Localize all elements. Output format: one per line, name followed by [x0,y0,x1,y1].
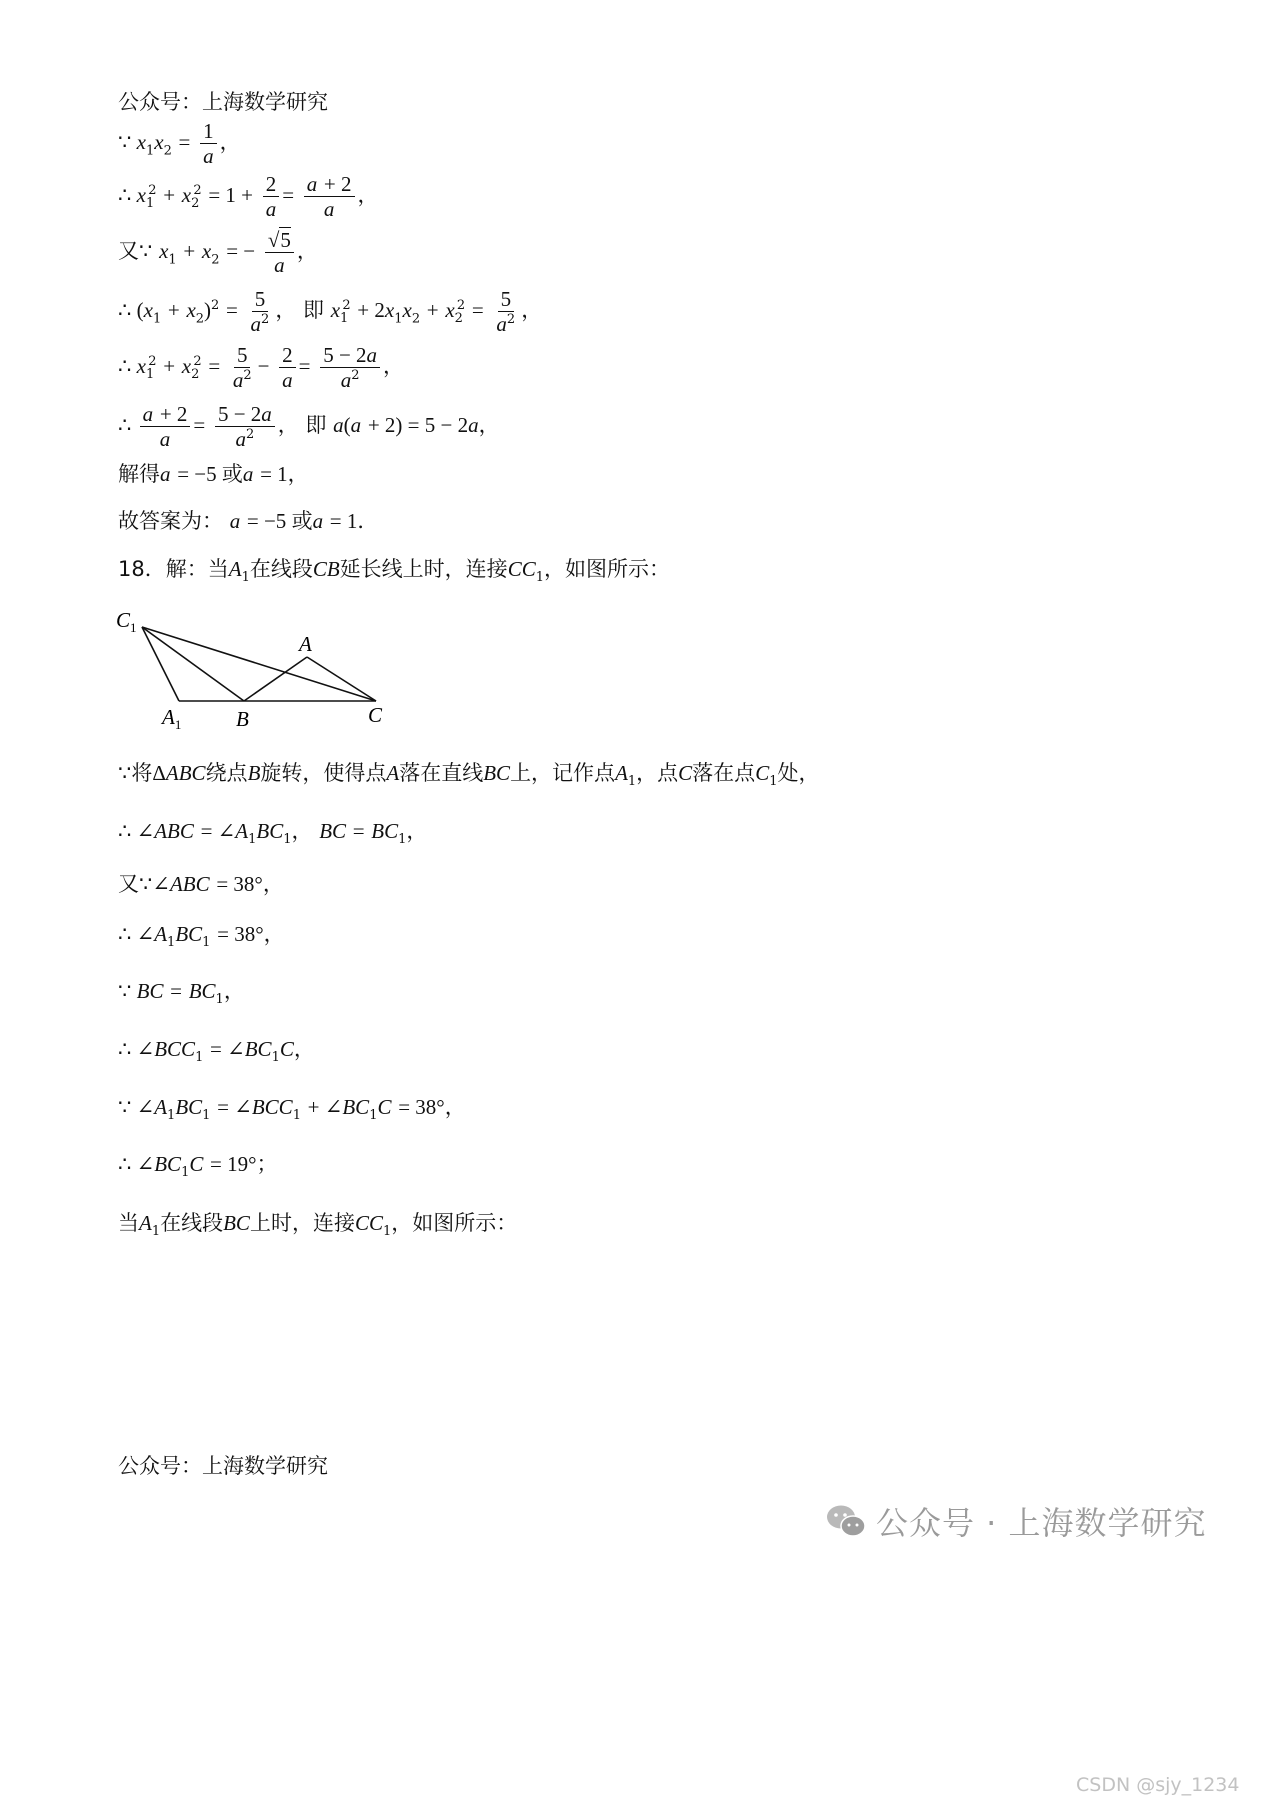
label-a: A [299,632,312,656]
header-note: 公众号：上海数学研究 [118,90,328,114]
solution-line: 解得a = −5 或a = 1， [118,462,309,486]
watermark-brand [826,1498,1207,1544]
segment-a-c [307,657,376,701]
step-bc-equal: ∵ BC = $BC_1$， [118,979,245,1008]
segment-b-a [244,657,307,701]
case2-intro: 当$A_1$在线段BC上时，连接$CC_1$，如图所示： [118,1211,518,1240]
rotation-statement: ∵将ΔABC绕点B旋转，使得点A落在直线BC上，记作点$A_1$，点C落在点$C_1$处， [118,761,820,790]
wechat-icon [826,1504,866,1538]
equation-combined: ∴ $\frac{a + 2}{a}$ = $\frac{5 - 2a}{a^2}$ ， 即 a(a + 2) = 5 − 2a， [118,402,500,452]
equation-sum-roots: 又∵ $x_1 + x_2$ = − $\frac{√5}{a}$ ， [118,228,318,278]
q18-intro: 18．解：当$A_1$在线段CB延长线上时，连接$CC_1$，如图所示： [118,557,670,586]
label-b: B [236,707,249,731]
footer-note: 公众号：上海数学研究 [118,1454,328,1478]
equation-sum-squares-1: ∴ $x_1^2 + x_2^2 = 1$ + $\frac{2}{a}$ = $\frac{a + 2}{a}$ ， [118,172,379,222]
equation-product-roots: ∵ $x_1x_2$ = $\frac{1}{a}$ ， [118,119,241,169]
answer-line: 故答案为： a = −5 或a = 1． [118,509,379,533]
label-c: C [368,703,383,727]
step-result: ∴ $\angle BC_1C = 19^\circ$； [118,1152,278,1181]
label-a1: $A_1$ [162,705,182,732]
segment-c1-b [142,627,244,701]
csdn-watermark: CSDN @sjy_1234 [1076,1774,1240,1796]
segment-c1-a1 [142,627,179,701]
step-angle-equal: ∴ ∠ABC = $\angle A_1BC_1$， BC = $BC_1$， [118,819,428,848]
equation-square-sum: ∴ $(x_1 + x_2)^2$ = $\frac{5}{a^2}$ ， 即 $x_1^2 + 2x_1x_2 + x_2^2$ = $\frac{5}{a^2}$ ， [118,287,543,337]
triangle-figure [110,600,460,740]
watermark-text: 公众号 · 上海数学研究 [876,1504,1207,1542]
step-angle-given: 又∵∠ABC = 38°， [118,872,284,896]
step-isosceles: ∴ $\angle BCC_1$ = $\angle BC_1C$， [118,1037,315,1066]
step-exterior-angle: ∵ $\angle A_1BC_1$ = $\angle BCC_1$ + $\angle BC_1C = 38^\circ$， [118,1095,466,1124]
label-c1: $C_1$ [116,608,137,635]
equation-sum-squares-2: ∴ $x_1^2 + x_2^2$ = $\frac{5}{a^2}$ − $\frac{2}{a}$ = $\frac{5 - 2a}{a^2}$ ， [118,343,405,393]
step-angle-a1bc1: ∴ $\angle A_1BC_1 = 38^\circ$， [118,922,285,951]
